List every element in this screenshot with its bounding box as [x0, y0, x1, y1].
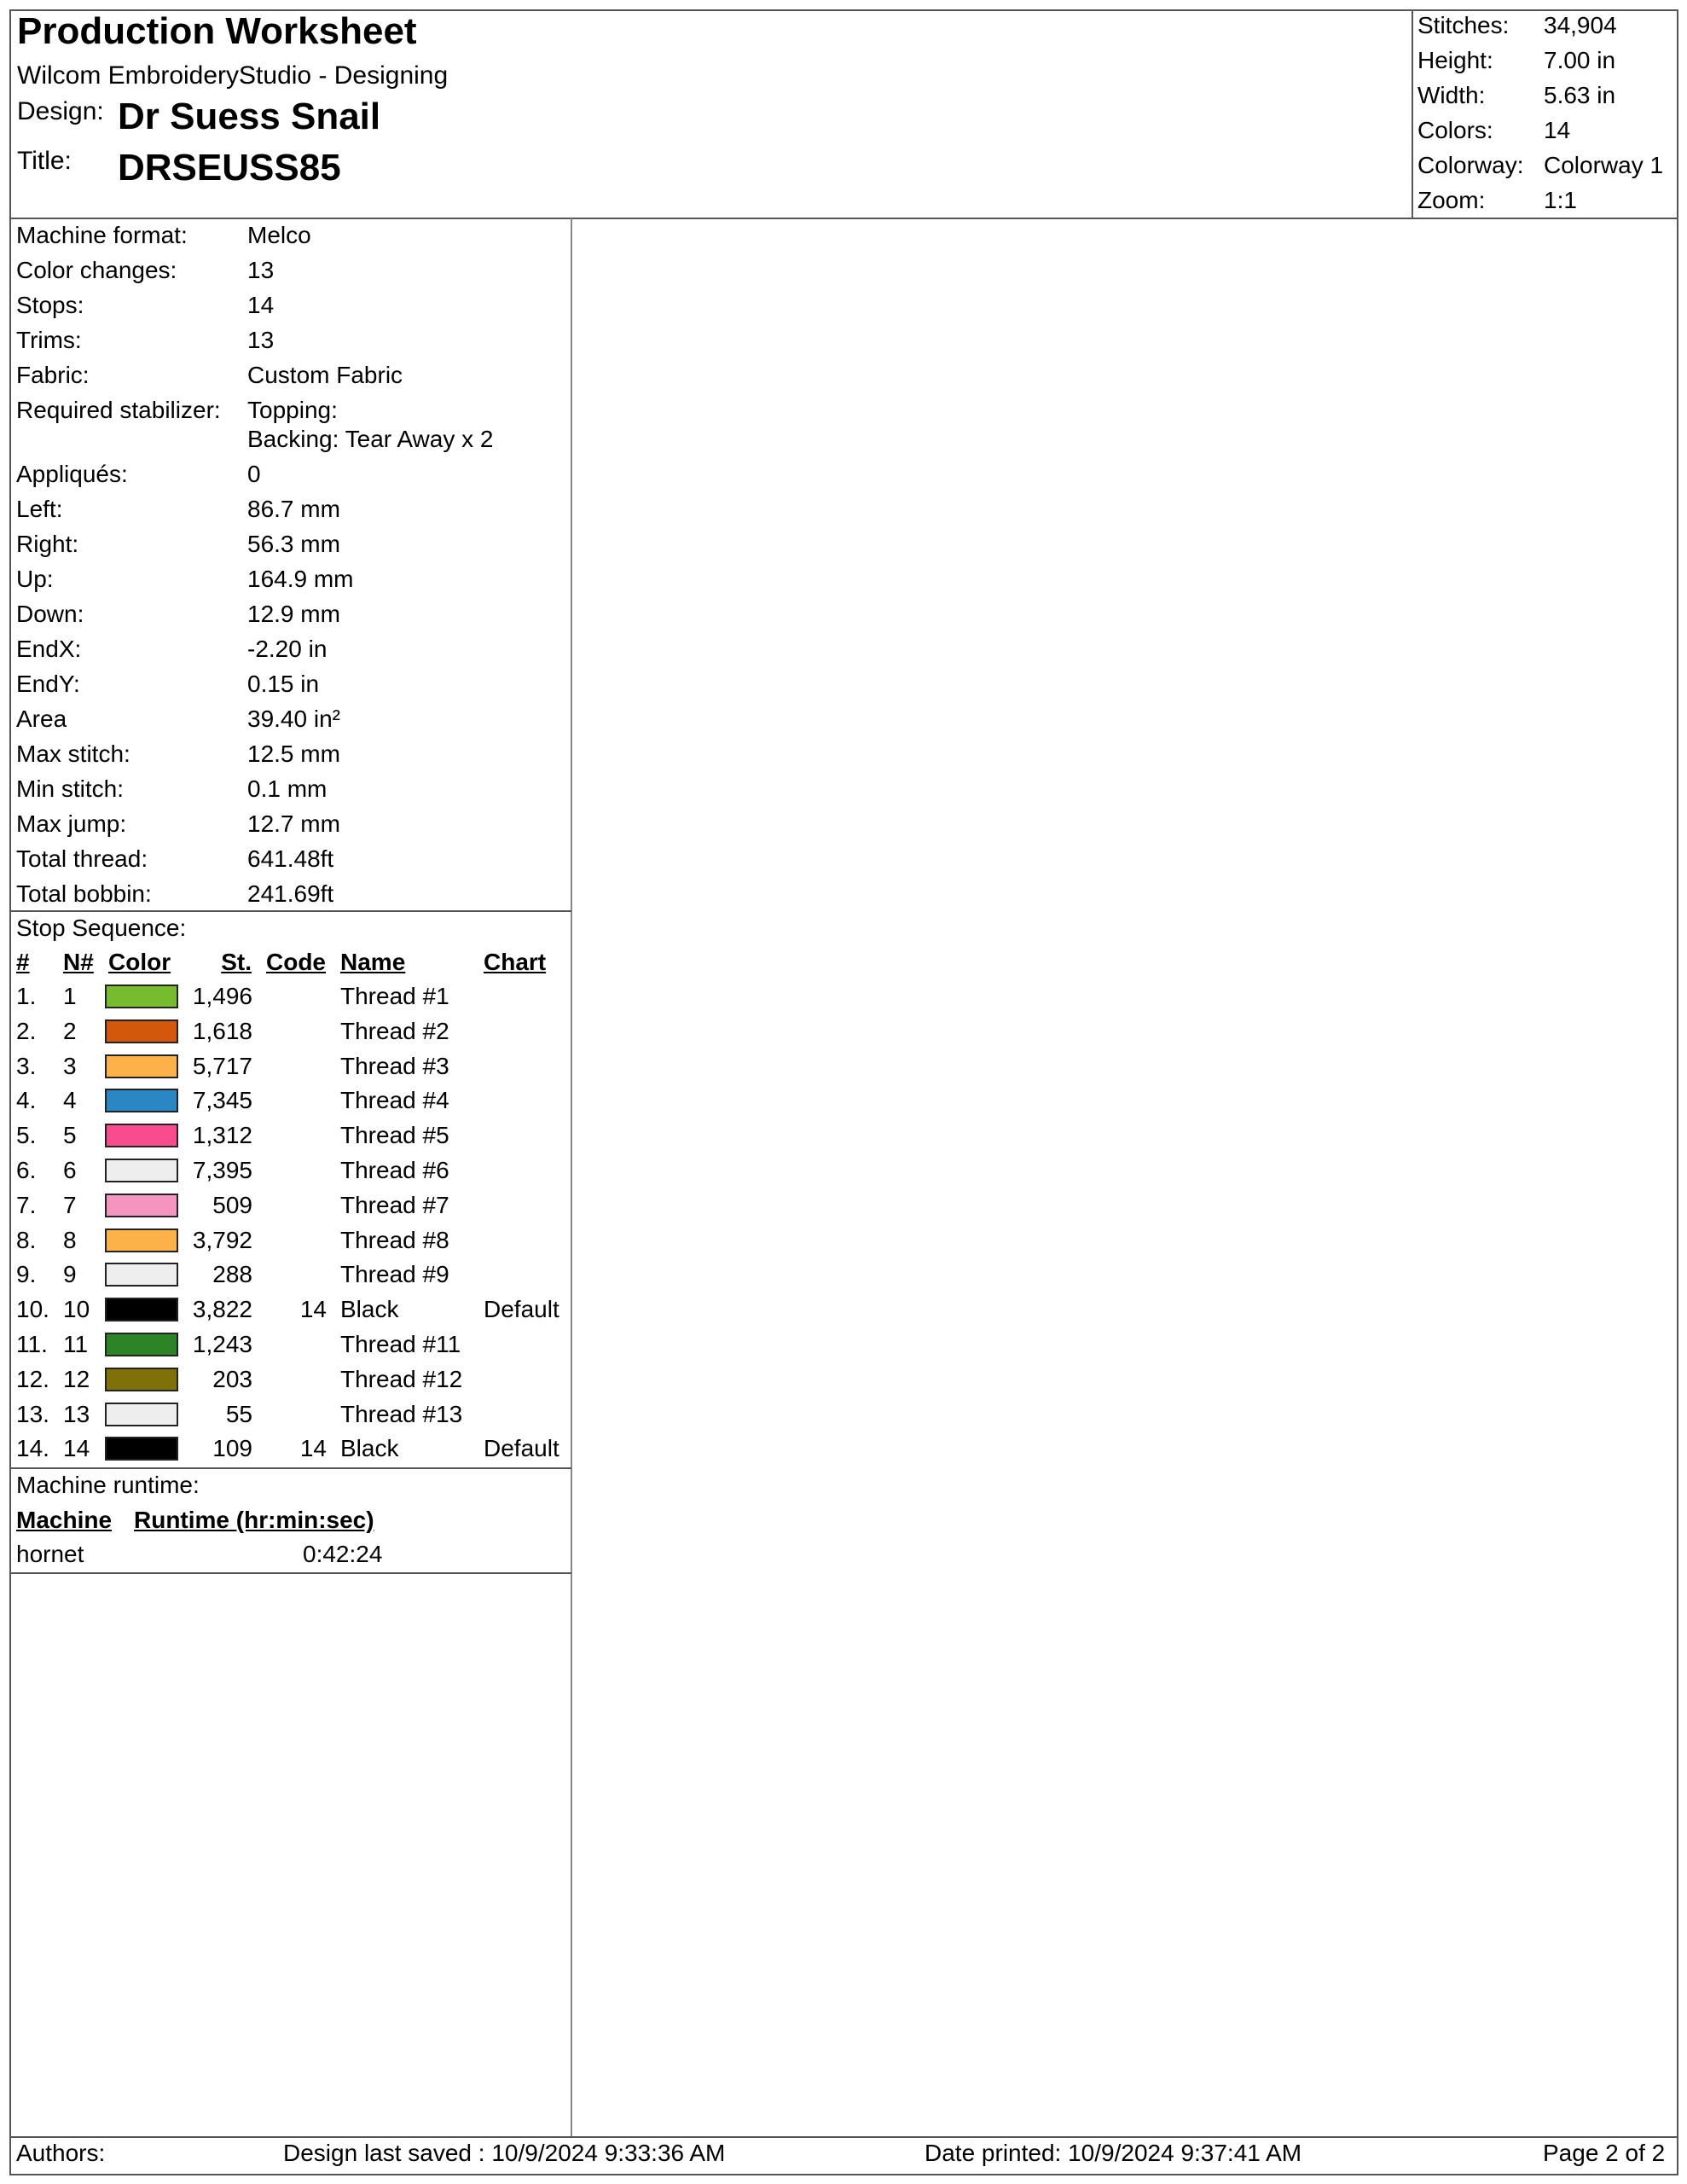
- summary-divider: [1412, 9, 1413, 219]
- thread-name: Thread #12: [340, 1365, 463, 1392]
- property-label: Up:: [16, 566, 54, 592]
- property-value: 641.48ft: [247, 845, 334, 872]
- thread-name: Thread #13: [340, 1400, 463, 1427]
- property-value: 12.9 mm: [247, 601, 340, 627]
- software-name: Wilcom EmbroideryStudio - Designing: [17, 61, 449, 90]
- thread-name: Thread #2: [340, 1017, 449, 1044]
- runtime-machine: hornet: [16, 1541, 84, 1567]
- needle-number: 3: [63, 1052, 77, 1079]
- thread-name: Thread #9: [340, 1261, 449, 1288]
- thread-name: Black: [340, 1435, 399, 1462]
- summary-label: Stitches:: [1417, 12, 1510, 38]
- thread-name: Thread #8: [340, 1226, 449, 1253]
- property-label: Fabric:: [16, 362, 90, 388]
- col-header-name: Name: [340, 949, 406, 975]
- needle-number: 9: [63, 1261, 77, 1288]
- row-number: 1.: [16, 983, 37, 1009]
- row-number: 11.: [16, 1331, 48, 1357]
- property-label: EndY:: [16, 671, 80, 697]
- needle-number: 13: [63, 1400, 90, 1427]
- needle-number: 1: [63, 983, 77, 1009]
- summary-value: 14: [1544, 117, 1571, 143]
- thread-name: Thread #5: [340, 1122, 449, 1149]
- stitch-count: 1,312: [192, 1122, 252, 1149]
- col-header-needle: N#: [63, 949, 94, 975]
- needle-number: 5: [63, 1122, 77, 1149]
- thread-name: Black: [340, 1296, 399, 1323]
- color-swatch: [105, 1089, 178, 1112]
- summary-value: 1:1: [1544, 187, 1577, 213]
- runtime-value: 0:42:24: [303, 1541, 383, 1567]
- property-value-line2: Backing: Tear Away x 2: [247, 426, 494, 452]
- property-value: 14: [247, 292, 275, 318]
- property-label: Right:: [16, 531, 79, 557]
- row-number: 7.: [16, 1191, 37, 1218]
- color-swatch: [105, 1298, 178, 1321]
- color-swatch: [105, 1054, 178, 1078]
- stitch-count: 1,243: [192, 1331, 252, 1357]
- property-value: 12.7 mm: [247, 810, 340, 837]
- left-column-divider: [571, 218, 572, 2138]
- row-number: 12.: [16, 1365, 49, 1392]
- color-swatch: [105, 1403, 178, 1426]
- property-label: Total thread:: [16, 845, 148, 872]
- color-swatch: [105, 1228, 178, 1252]
- needle-number: 11: [63, 1331, 89, 1357]
- property-label: Required stabilizer:: [16, 397, 221, 423]
- row-number: 2.: [16, 1017, 37, 1044]
- thread-chart: Default: [484, 1435, 559, 1462]
- property-value: 0: [247, 461, 261, 487]
- stitch-count: 3,792: [192, 1226, 252, 1253]
- summary-value: 5.63 in: [1544, 82, 1616, 108]
- needle-number: 8: [63, 1226, 77, 1253]
- property-label: Max jump:: [16, 810, 127, 837]
- summary-label: Zoom:: [1417, 187, 1486, 213]
- row-number: 14.: [16, 1435, 49, 1462]
- stop-sequence-heading: Stop Sequence:: [16, 915, 187, 941]
- property-value: 13: [247, 327, 275, 353]
- color-swatch: [105, 1333, 178, 1356]
- thread-name: Thread #7: [340, 1191, 449, 1218]
- page-title: Production Worksheet: [17, 10, 417, 52]
- thread-name: Thread #4: [340, 1087, 449, 1114]
- summary-label: Width:: [1417, 82, 1486, 108]
- thread-code: 14: [299, 1435, 327, 1462]
- needle-number: 6: [63, 1157, 77, 1183]
- row-number: 3.: [16, 1052, 37, 1079]
- property-label: Max stitch:: [16, 741, 130, 767]
- property-label: Trims:: [16, 327, 82, 353]
- col-header-chart: Chart: [484, 949, 547, 975]
- stop-sequence-divider: [9, 1467, 571, 1469]
- color-swatch: [105, 1437, 178, 1461]
- row-number: 6.: [16, 1157, 37, 1183]
- property-value: 13: [247, 257, 275, 283]
- property-label: Stops:: [16, 292, 84, 318]
- stitch-count: 7,395: [192, 1157, 252, 1183]
- needle-number: 2: [63, 1017, 77, 1044]
- stitch-count: 1,496: [192, 983, 252, 1009]
- summary-value: 7.00 in: [1544, 47, 1616, 73]
- row-number: 10.: [16, 1296, 49, 1323]
- row-number: 4.: [16, 1087, 37, 1114]
- col-header-color: Color: [108, 949, 171, 975]
- property-value: 39.40 in²: [247, 706, 340, 732]
- needle-number: 7: [63, 1191, 77, 1218]
- property-value: 241.69ft: [247, 880, 334, 907]
- color-swatch: [105, 1019, 178, 1043]
- stitch-count: 7,345: [192, 1087, 252, 1114]
- design-title: DRSEUSS85: [118, 147, 341, 189]
- color-swatch: [105, 1194, 178, 1217]
- property-label: Appliqués:: [16, 461, 128, 487]
- stitch-count: 1,618: [192, 1017, 252, 1044]
- property-value: Custom Fabric: [247, 362, 403, 388]
- footer-divider: [9, 2136, 1678, 2138]
- property-label: Color changes:: [16, 257, 177, 283]
- summary-label: Colorway:: [1417, 152, 1524, 178]
- stitch-count: 288: [212, 1261, 252, 1288]
- thread-name: Thread #1: [340, 983, 449, 1009]
- runtime-col-runtime: Runtime (hr:min:sec): [134, 1507, 374, 1533]
- needle-number: 14: [63, 1435, 90, 1462]
- footer-authors: Authors:: [16, 2140, 106, 2166]
- summary-label: Colors:: [1417, 117, 1493, 143]
- thread-name: Thread #3: [340, 1052, 449, 1079]
- title-label: Title:: [17, 147, 72, 175]
- property-value: Topping:: [247, 397, 338, 423]
- needle-number: 4: [63, 1087, 77, 1114]
- summary-value: Colorway 1: [1544, 152, 1664, 178]
- row-number: 8.: [16, 1226, 37, 1253]
- runtime-col-machine: Machine: [16, 1507, 113, 1533]
- property-value: -2.20 in: [247, 636, 328, 662]
- property-label: EndX:: [16, 636, 82, 662]
- stitch-count: 55: [225, 1400, 252, 1427]
- footer-last-saved: Design last saved : 10/9/2024 9:33:36 AM: [283, 2140, 726, 2166]
- thread-name: Thread #6: [340, 1157, 449, 1183]
- color-swatch: [105, 1263, 178, 1287]
- property-label: Total bobbin:: [16, 880, 152, 907]
- runtime-divider: [9, 1572, 571, 1574]
- design-name: Dr Suess Snail: [118, 96, 381, 137]
- property-value: 0.15 in: [247, 671, 320, 697]
- row-number: 5.: [16, 1122, 37, 1149]
- color-swatch: [105, 1368, 178, 1391]
- stitch-count: 203: [212, 1365, 252, 1392]
- properties-divider: [9, 910, 571, 912]
- col-header-stitches: St.: [221, 949, 252, 975]
- property-label: Left:: [16, 496, 63, 522]
- thread-name: Thread #11: [340, 1331, 461, 1357]
- property-value: 86.7 mm: [247, 496, 340, 522]
- row-number: 13.: [16, 1400, 49, 1427]
- stitch-count: 109: [212, 1435, 252, 1462]
- color-swatch: [105, 1159, 178, 1182]
- summary-value: 34,904: [1544, 12, 1617, 38]
- color-swatch: [105, 1124, 178, 1147]
- footer-page-number: Page 2 of 2: [1543, 2140, 1666, 2166]
- stitch-count: 509: [212, 1191, 252, 1218]
- property-label: Min stitch:: [16, 775, 125, 802]
- design-label: Design:: [17, 97, 104, 125]
- property-label: Area: [16, 706, 67, 732]
- property-value: 12.5 mm: [247, 741, 340, 767]
- property-value: 164.9 mm: [247, 566, 354, 592]
- runtime-heading: Machine runtime:: [16, 1472, 200, 1498]
- thread-code: 14: [299, 1296, 327, 1323]
- color-swatch: [105, 985, 178, 1008]
- footer-date-printed: Date printed: 10/9/2024 9:37:41 AM: [925, 2140, 1302, 2166]
- needle-number: 10: [63, 1296, 90, 1323]
- header-divider: [9, 218, 1678, 219]
- property-value: 56.3 mm: [247, 531, 340, 557]
- property-label: Down:: [16, 601, 84, 627]
- needle-number: 12: [63, 1365, 90, 1392]
- stitch-count: 3,822: [192, 1296, 252, 1323]
- stitch-count: 5,717: [192, 1052, 252, 1079]
- thread-chart: Default: [484, 1296, 559, 1323]
- property-label: Machine format:: [16, 222, 188, 248]
- property-value: 0.1 mm: [247, 775, 328, 802]
- col-header-code: Code: [266, 949, 326, 975]
- summary-label: Height:: [1417, 47, 1493, 73]
- row-number: 9.: [16, 1261, 37, 1288]
- col-header-num: #: [16, 949, 30, 975]
- property-value: Melco: [247, 222, 311, 248]
